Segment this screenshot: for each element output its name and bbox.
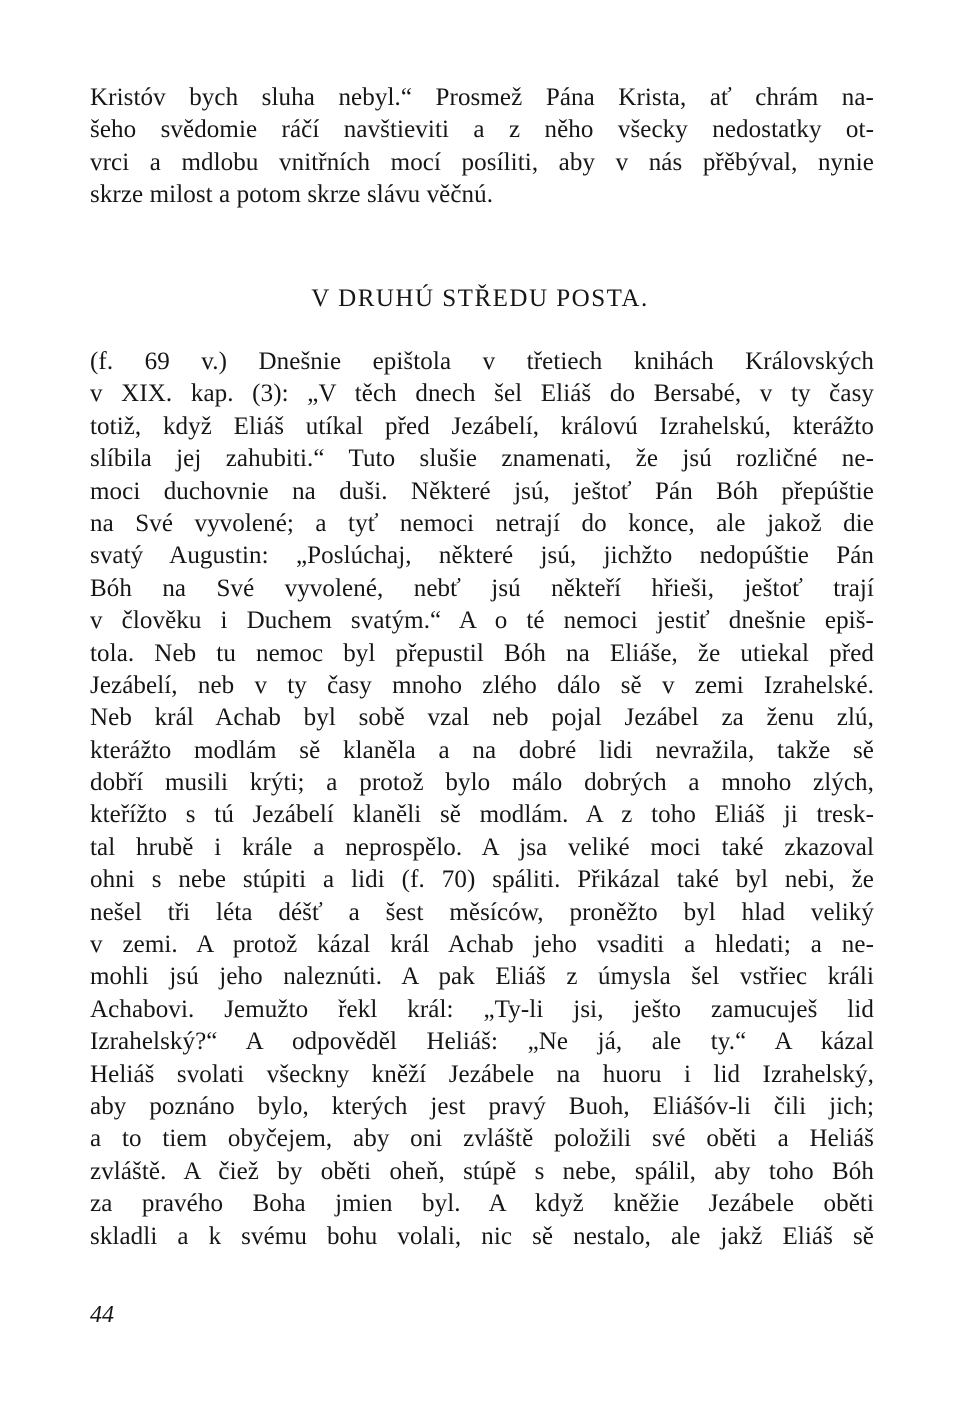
text-line: v člověku i Duchem svatým.“ A o té nemoci jestiť dnešnie epiš- bbox=[90, 607, 874, 635]
text-line: Bóh na Své vyvolené, nebť jsú někteří hřieši, ještoť trají bbox=[90, 574, 874, 602]
text-line: kterážto modlám sě klaněla a na dobré lidi nevražila, takže sě bbox=[90, 736, 874, 764]
text-line: tola. Neb tu nemoc byl přepustil Bóh na Eliáše, že utiekal před bbox=[90, 639, 874, 667]
text-line: ohni s nebe stúpiti a lidi (f. 70) spáliti. Přikázal také byl nebi, že bbox=[90, 866, 874, 894]
body-paragraph bbox=[90, 346, 874, 1253]
text-line: slíbila jej zahubiti.“ Tuto slušie znamenati, že jsú rozličné ne- bbox=[90, 445, 874, 473]
text-line: (f. 69 v.) Dnešnie epištola v třetiech knihách Královských bbox=[90, 348, 874, 375]
text-line: dobří musili krýti; a protož bylo málo dobrých a mnoho zlých, bbox=[90, 769, 874, 797]
text-line: Jezábelí, neb v ty časy mnoho zlého dálo sě v zemi Izrahelské. bbox=[90, 671, 874, 699]
text-line: Achabovi. Jemužto řekl král: „Ty-li jsi, ješto zamucuješ lid bbox=[90, 995, 874, 1023]
text-line: kteřížto s tú Jezábelí klaněli sě modlám. A z toho Eliáš ji tresk- bbox=[90, 801, 874, 829]
text-line: Heliáš svolati všeckny kněží Jezábele na huoru i lid Izrahelský, bbox=[90, 1060, 874, 1088]
text-line: totiž, když Eliáš utíkal před Jezábelí, královú Izrahelskú, kterážto bbox=[90, 412, 874, 440]
text-line: tal hrubě i krále a neprospělo. A jsa veliké moci také zkazoval bbox=[90, 833, 874, 861]
text-line: vrci a mdlobu vnitřních mocí posíliti, aby v nás přěbýval, nynie bbox=[90, 148, 874, 176]
text-line: mohli jsú jeho naleznúti. A pak Eliáš z úmysla šel vstřiec králi bbox=[90, 963, 874, 991]
text-line: nešel tři léta déšť a šest měsíców, proněžto byl hlad veliký bbox=[90, 898, 874, 926]
text-line: Neb král Achab byl sobě vzal neb pojal Jezábel za ženu zlú, bbox=[90, 704, 874, 732]
text-line: Kristóv bych sluha nebyl.“ Prosmež Pána Krista, ať chrám na- bbox=[90, 84, 874, 111]
text-line: skrze milost a potom skrze slávu věčnú. bbox=[90, 181, 494, 209]
text-line: na Své vyvolené; a tyť nemoci netrají do konce, ale jakož die bbox=[90, 509, 874, 537]
text-line: aby poznáno bylo, kterých jest pravý Buoh, Eliášóv-li čili jich; bbox=[90, 1092, 874, 1120]
text-line: v zemi. A protož kázal král Achab jeho vsaditi a hledati; a ne- bbox=[90, 931, 874, 959]
page-number: 44 bbox=[90, 1302, 114, 1328]
text-line: skladli a k svému bohu volali, nic sě nestalo, ale jakž Eliáš sě bbox=[90, 1222, 874, 1250]
text-line: moci duchovnie na duši. Některé jsú, ještoť Pán Bóh přepúštie bbox=[90, 477, 874, 505]
text-line: svatý Augustin: „Poslúchaj, některé jsú, jichžto nedopúštie Pán bbox=[90, 542, 874, 570]
text-line: šeho svědomie ráčí navštieviti a z něho všecky nedostatky ot- bbox=[90, 116, 874, 144]
section-heading: V DRUHÚ STŘEDU POSTA. bbox=[311, 285, 649, 312]
text-line: zvláště. A čiež by oběti oheň, stúpě s nebe, spálil, aby toho Bóh bbox=[90, 1157, 874, 1185]
text-line: v XIX. kap. (3): „V těch dnech šel Eliáš do Bersabé, v ty časy bbox=[90, 380, 874, 408]
text-line: za pravého Boha jmien byl. A když kněžie Jezábele oběti bbox=[90, 1190, 874, 1218]
text-line: a to tiem obyčejem, aby oni zvláště položili své oběti a Heliáš bbox=[90, 1125, 874, 1153]
intro-paragraph bbox=[90, 82, 874, 212]
text-line: Izrahelský?“ A odpověděl Heliáš: „Ne já, ale ty.“ A kázal bbox=[90, 1028, 874, 1056]
